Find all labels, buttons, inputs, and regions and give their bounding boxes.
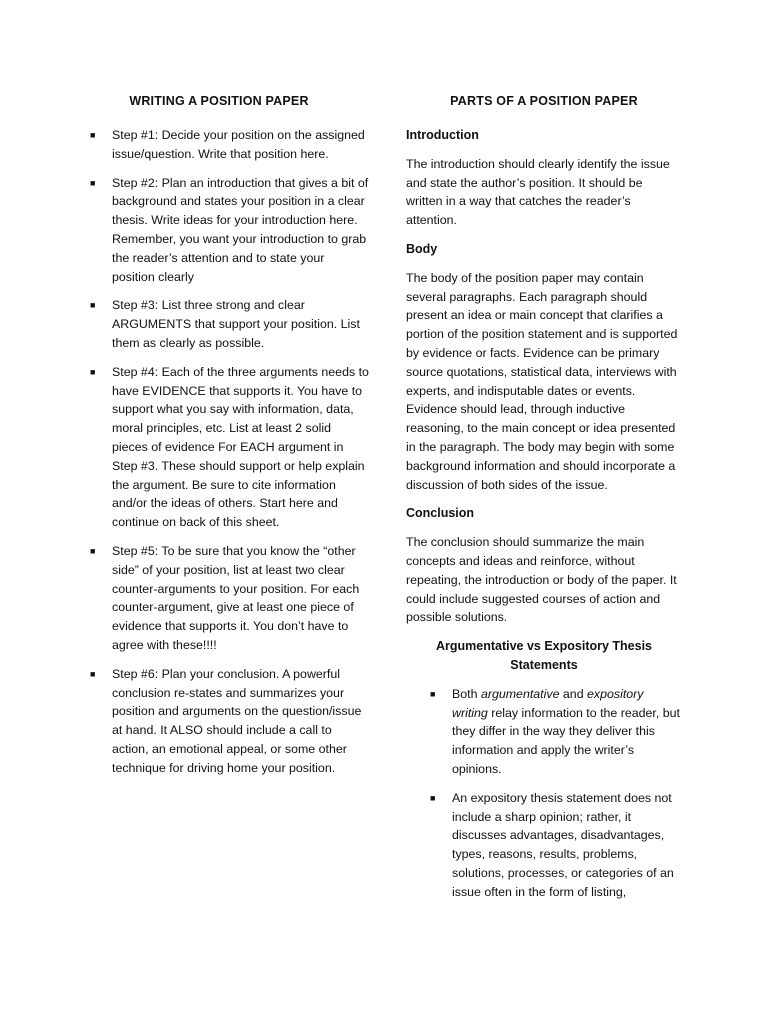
thesis-item <box>428 789 682 902</box>
bullet-square-icon: ■ <box>90 177 96 188</box>
bullet-square-icon: ■ <box>90 366 96 377</box>
step-item <box>88 126 370 164</box>
body-text: The body of the position paper may contain several paragraphs. Each paragraph should present an idea or main concept that clarifies a portion of the position statement and is supported by evidence or facts. Evidence can be primary source quotations, statistical data, interviews with experts, and indisputable dates or events. Evidence should lead, through inductive reasoning, to the main concept or idea presented in the paragraph. The body may begin with some background information and should incorporate a discussion of both sides of the issue. <box>406 270 678 492</box>
conclusion-heading: Conclusion <box>406 506 475 521</box>
bullet-square-icon: ■ <box>430 792 436 803</box>
conclusion-text: The conclusion should summarize the main concepts and ideas and reinforce, without repeating, the introduction or body of the paper. It could include suggested courses of action and possible solutions. <box>406 535 677 625</box>
step-text: Step #4: Each of the three arguments needs to have EVIDENCE that supports it. You have to support what you say with information, data, moral principles, etc. List at least 2 solid pieces of evidence For EACH argument in Step #3. These should support or help explain the argument. Be sure to cite information and/or the ideas of others. Start here and continue on back of this sheet. <box>112 364 369 530</box>
thesis-section-title: Argumentative vs Expository Thesis Statements <box>435 639 653 672</box>
step-text: Step #6: Plan your conclusion. A powerful conclusion re-states and summarizes your position and arguments on the question/issue at hand. It ALSO should include a call to action, an emotional appeal, or some other technique for driving home your position. <box>112 666 362 775</box>
thesis-text-pre: Both <box>452 686 481 701</box>
bullet-square-icon: ■ <box>90 130 96 140</box>
bullet-square-icon: ■ <box>430 688 436 699</box>
thesis-item <box>428 685 682 779</box>
step-item <box>88 665 370 778</box>
thesis-text-mid: and <box>559 686 588 701</box>
step-text: Step #5: To be sure that you know the “other side” of your position, list at least two clear counter-arguments to your position. For each counter-argument, give at least one piece of evidence that supports it. You don’t have to agree with these!!!! <box>112 543 360 652</box>
thesis-emphasis-expository: expository writing <box>452 686 644 720</box>
step-item <box>88 542 370 655</box>
right-column-title: PARTS OF A POSITION PAPER <box>450 94 638 108</box>
left-column-title: WRITING A POSITION PAPER <box>129 94 309 108</box>
step-text: Step #3: List three strong and clear ARGUMENTS that support your position. List them as clearly as possible. <box>112 298 360 350</box>
steps-list <box>88 126 370 778</box>
step-item <box>88 296 370 352</box>
step-item <box>88 363 370 532</box>
body-heading: Body <box>406 241 438 256</box>
thesis-text-post: relay information to the reader, but they differ in the way they deliver this information and apply the writer’s opinions. <box>452 705 680 776</box>
thesis-text: An expository thesis statement does not include a sharp opinion; rather, it discusses advantages, disadvantages, types, reasons, results, problems, solutions, processes, or categories of an issue often in the form of listing, <box>452 790 674 899</box>
bullet-square-icon: ■ <box>90 545 96 556</box>
introduction-text: The introduction should clearly identify the issue and state the author’s position. It should be written in a way that catches the reader’s attention. <box>406 156 670 228</box>
thesis-emphasis-argumentative: argumentative <box>480 686 560 701</box>
step-item <box>88 174 370 287</box>
bullet-square-icon: ■ <box>90 668 96 679</box>
introduction-heading: Introduction <box>406 128 479 142</box>
step-text: Step #1: Decide your position on the assigned issue/question. Write that position here. <box>112 128 365 161</box>
step-text: Step #2: Plan an introduction that gives a bit of background and states your position in a clear thesis. Write ideas for your introduction here. Remember, you want your introduction to grab the reader’s attention and to state your position clearly <box>112 175 369 284</box>
thesis-list <box>406 685 682 902</box>
left-column <box>88 92 370 788</box>
bullet-square-icon: ■ <box>90 300 96 311</box>
right-column <box>406 92 682 911</box>
